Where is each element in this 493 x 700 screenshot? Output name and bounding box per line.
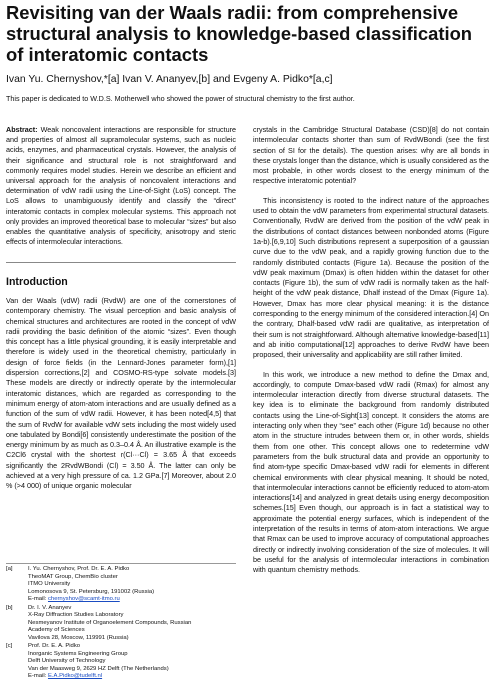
footnote-mark: [a] <box>6 566 13 572</box>
footnote-line: X-Ray Diffraction Studies Laboratory <box>28 612 124 618</box>
footnote-line: ITMO University <box>28 581 71 587</box>
abstract-text: Weak noncovalent interactions are responsible for structure and properties of almost all supramolecular systems, such as nucleic acids, enzymes, and pharmaceutical crystals. However, the analysis of their significance and structural role is not straightforward and commonly requires model studies. Herein we describe an efficient and universal approach for the analysis of noncovalent interactions and determination of vdW radii using the Line-of-Sight (LoS) concept. The LoS allows to unambiguously identify and classify the “direct” interatomic contacts in complex molecular systems. This approach not only provides an improved theoretical base to molecular “sizes” but also enables the quantitative analysis of specificity, anisotropy and steric effects of intermolecular interactions. <box>6 125 236 247</box>
footnote-line: Delft University of Technology <box>28 658 106 664</box>
dedication-line: This paper is dedicated to W.D.S. Motherwell who showed the power of structural chemistry to the first author. <box>6 94 355 103</box>
footnote-mark: [b] <box>6 604 13 611</box>
abstract-column <box>6 125 236 247</box>
footnote-line: I. Yu. Chernyshov, Prof. Dr. E. A. Pidko <box>28 566 130 572</box>
footnote-line: Lomonosova 9, St. Petersburg, 191002 (Russia) <box>28 588 155 595</box>
footnote-line: Inorganic Systems Engineering Group <box>28 650 128 657</box>
footnote-mark: [c] <box>6 643 13 649</box>
body-paragraph: This inconsistency is rooted to the indirect nature of the approaches used to obtain the vdW parameters from experimental structural datasets. Conventionally, RvdW are derived from the position of the vdW peak in the distributions of contact distances between nonbonded atoms (Figure 1a-b).[6,9,10] Such distributions represent a superposition of a gaussian curve due to the vdW peak, and a rapidly growing function due to the randomly distributed contacts (Figure 1a). Because the position of the vdW peak maximum (Dmax) is often hidden within the dataset for other contacts (Figure 1b), the sum of vdW radii is normally taken as the half-height of the vdW peak distance, Dhalf instead of the Dmax (Figure 1a). However, Dmax has more clear physical meaning: it is the distance corresponding to the energy minimum of the considered interaction.[4] On the contrary, Dhalf-based vdW radii are qualitative, as interpretation of their sum is not straightforward. Although alternative knowledge-based[11] and ab initio computational[12] approaches to derive RvdW have been proposed, their universality and applicability are still rather limited. <box>253 195 489 360</box>
footnote-rule <box>6 563 236 564</box>
footnote-line: Van der Maasweg 9, 2629 HZ Delft (The Netherlands) <box>28 665 169 672</box>
email-label: E-mail: <box>28 673 48 679</box>
right-column <box>253 125 489 584</box>
footnote-b <box>6 605 236 643</box>
paper-title: Revisiting van der Waals radii: from comprehensive structural analysis to knowledge-based classification of interatomic contacts <box>6 2 473 65</box>
email-link[interactable]: E.A.Pidko@tudelft.nl <box>47 673 103 679</box>
introduction-paragraph: Van der Waals (vdW) radii (RvdW) are one of the cornerstones of contemporary chemistry. The visual perception and basic analysis of chemical structures and architectures are rooted in the concept of vdW radii providing the basic definition of the atomic “sizes”. Even though this concept has a little physical grounding, it is easily interpretable and therefore is widely used in the theoretical chemistry, particularly in design of force fields (in the Lennard-Jones parameter form),[1] dispersion corrections,[2] and COSMO-RS-type solvate models.[3] These models are directly or indirectly operate by the intermolecular interatomic distances, which are regarded as corresponding to the minimum energy of atom-atom interactions and are usually defined as a function of the sum of vdW radii. However, it has been noted[4,5] that the sum of RvdW for available vdW sets including the most widely used one tabulated by Bondi[6] consistently underestimate the position of the energy minimum by as much as 0.3–0.4 Å. An illustrative example is the C2Cl6 crystal with the shortest r(Cl···Cl) = 3.65 Å that exceeds significantly the 2RvdWBondi (Cl) = 3.50 Å. The latter can only be achieved at a very high pressure of ca. 1.2 GPa.[7] Moreover, about 2.0 % (>4 000) of unique organic molecular <box>6 296 236 491</box>
footnote-line: Prof. Dr. E. A. Pidko <box>28 643 81 649</box>
section-heading-introduction: Introduction <box>6 276 68 288</box>
abstract <box>6 125 236 247</box>
body-paragraph: crystals in the Cambridge Structural Database (CSD)[8] do not contain intermolecular contacts shorter than sum of RvdWBondi (see the first section of SI for the details). The question arises: why are all bonds in these crystals longer than the distance, which is usually considered as the most probable, in other words closest to the energy minimum of the respective interatomic potential? <box>253 125 489 186</box>
footnote-line: Vavilova 28, Moscow, 119991 (Russia) <box>28 634 129 641</box>
footnote-line: Nesmeyanov Institute of Organoelement Compounds, Russian <box>28 619 192 626</box>
affiliation-footnotes <box>6 566 236 682</box>
footnote-line: Academy of Sciences <box>28 627 85 633</box>
author-list: Ivan Yu. Chernyshov,*[a] Ivan V. Ananyev,[b] and Evgeny A. Pidko*[a,c] <box>6 74 333 85</box>
email-label: E-mail: <box>28 596 48 602</box>
abstract-label: Abstract: <box>6 125 38 134</box>
footnote-a <box>6 566 236 604</box>
footnote-c <box>6 643 236 681</box>
body-paragraph: In this work, we introduce a new method to define the Dmax and, accordingly, to compute Dmax-based vdW radii (Rmax) for almost any intermolecular interaction directly from diverse structural datasets. The key idea is to eliminate the background from randomly distributed contacts using the Line-of-Sight[13] concept. It considers the atoms are interacting only when they “see” each other (Figure 1d) because no other atom in the structure intrudes between them or, in other words, shields them from one other. This concept allows one to redetermine vdW parameters from the bulk structural data and provide an opportunity to find atom-type specific Dmax-based vdW radii for elements in different chemical environments with clear physical meaning. It should be noted, that intermolecular interactions cannot be efficiently reduced to atom-atom interactions[14] and analyzed in great details using energy decomposition schemes.[15] Even though, our approach is in fact a statistical way to approximate the potential energy surfaces, which is independent of the interpretation of the results in terms of atom-atom interactions. We argue that Rmax can be used to improve accuracy of computational approaches directly or indirectly involving consideration of the size of molecules. It will be useful for the analysis of intermolecular interactions in combination with quantum chemistry methods. <box>253 369 489 575</box>
abstract-divider <box>6 262 236 263</box>
footnote-line: TheoMAT Group, ChemBio cluster <box>28 573 118 580</box>
footnote-line: Dr. I. V. Ananyev <box>28 604 72 611</box>
email-link[interactable]: chernyshov@scamt-itmo.ru <box>47 596 120 602</box>
